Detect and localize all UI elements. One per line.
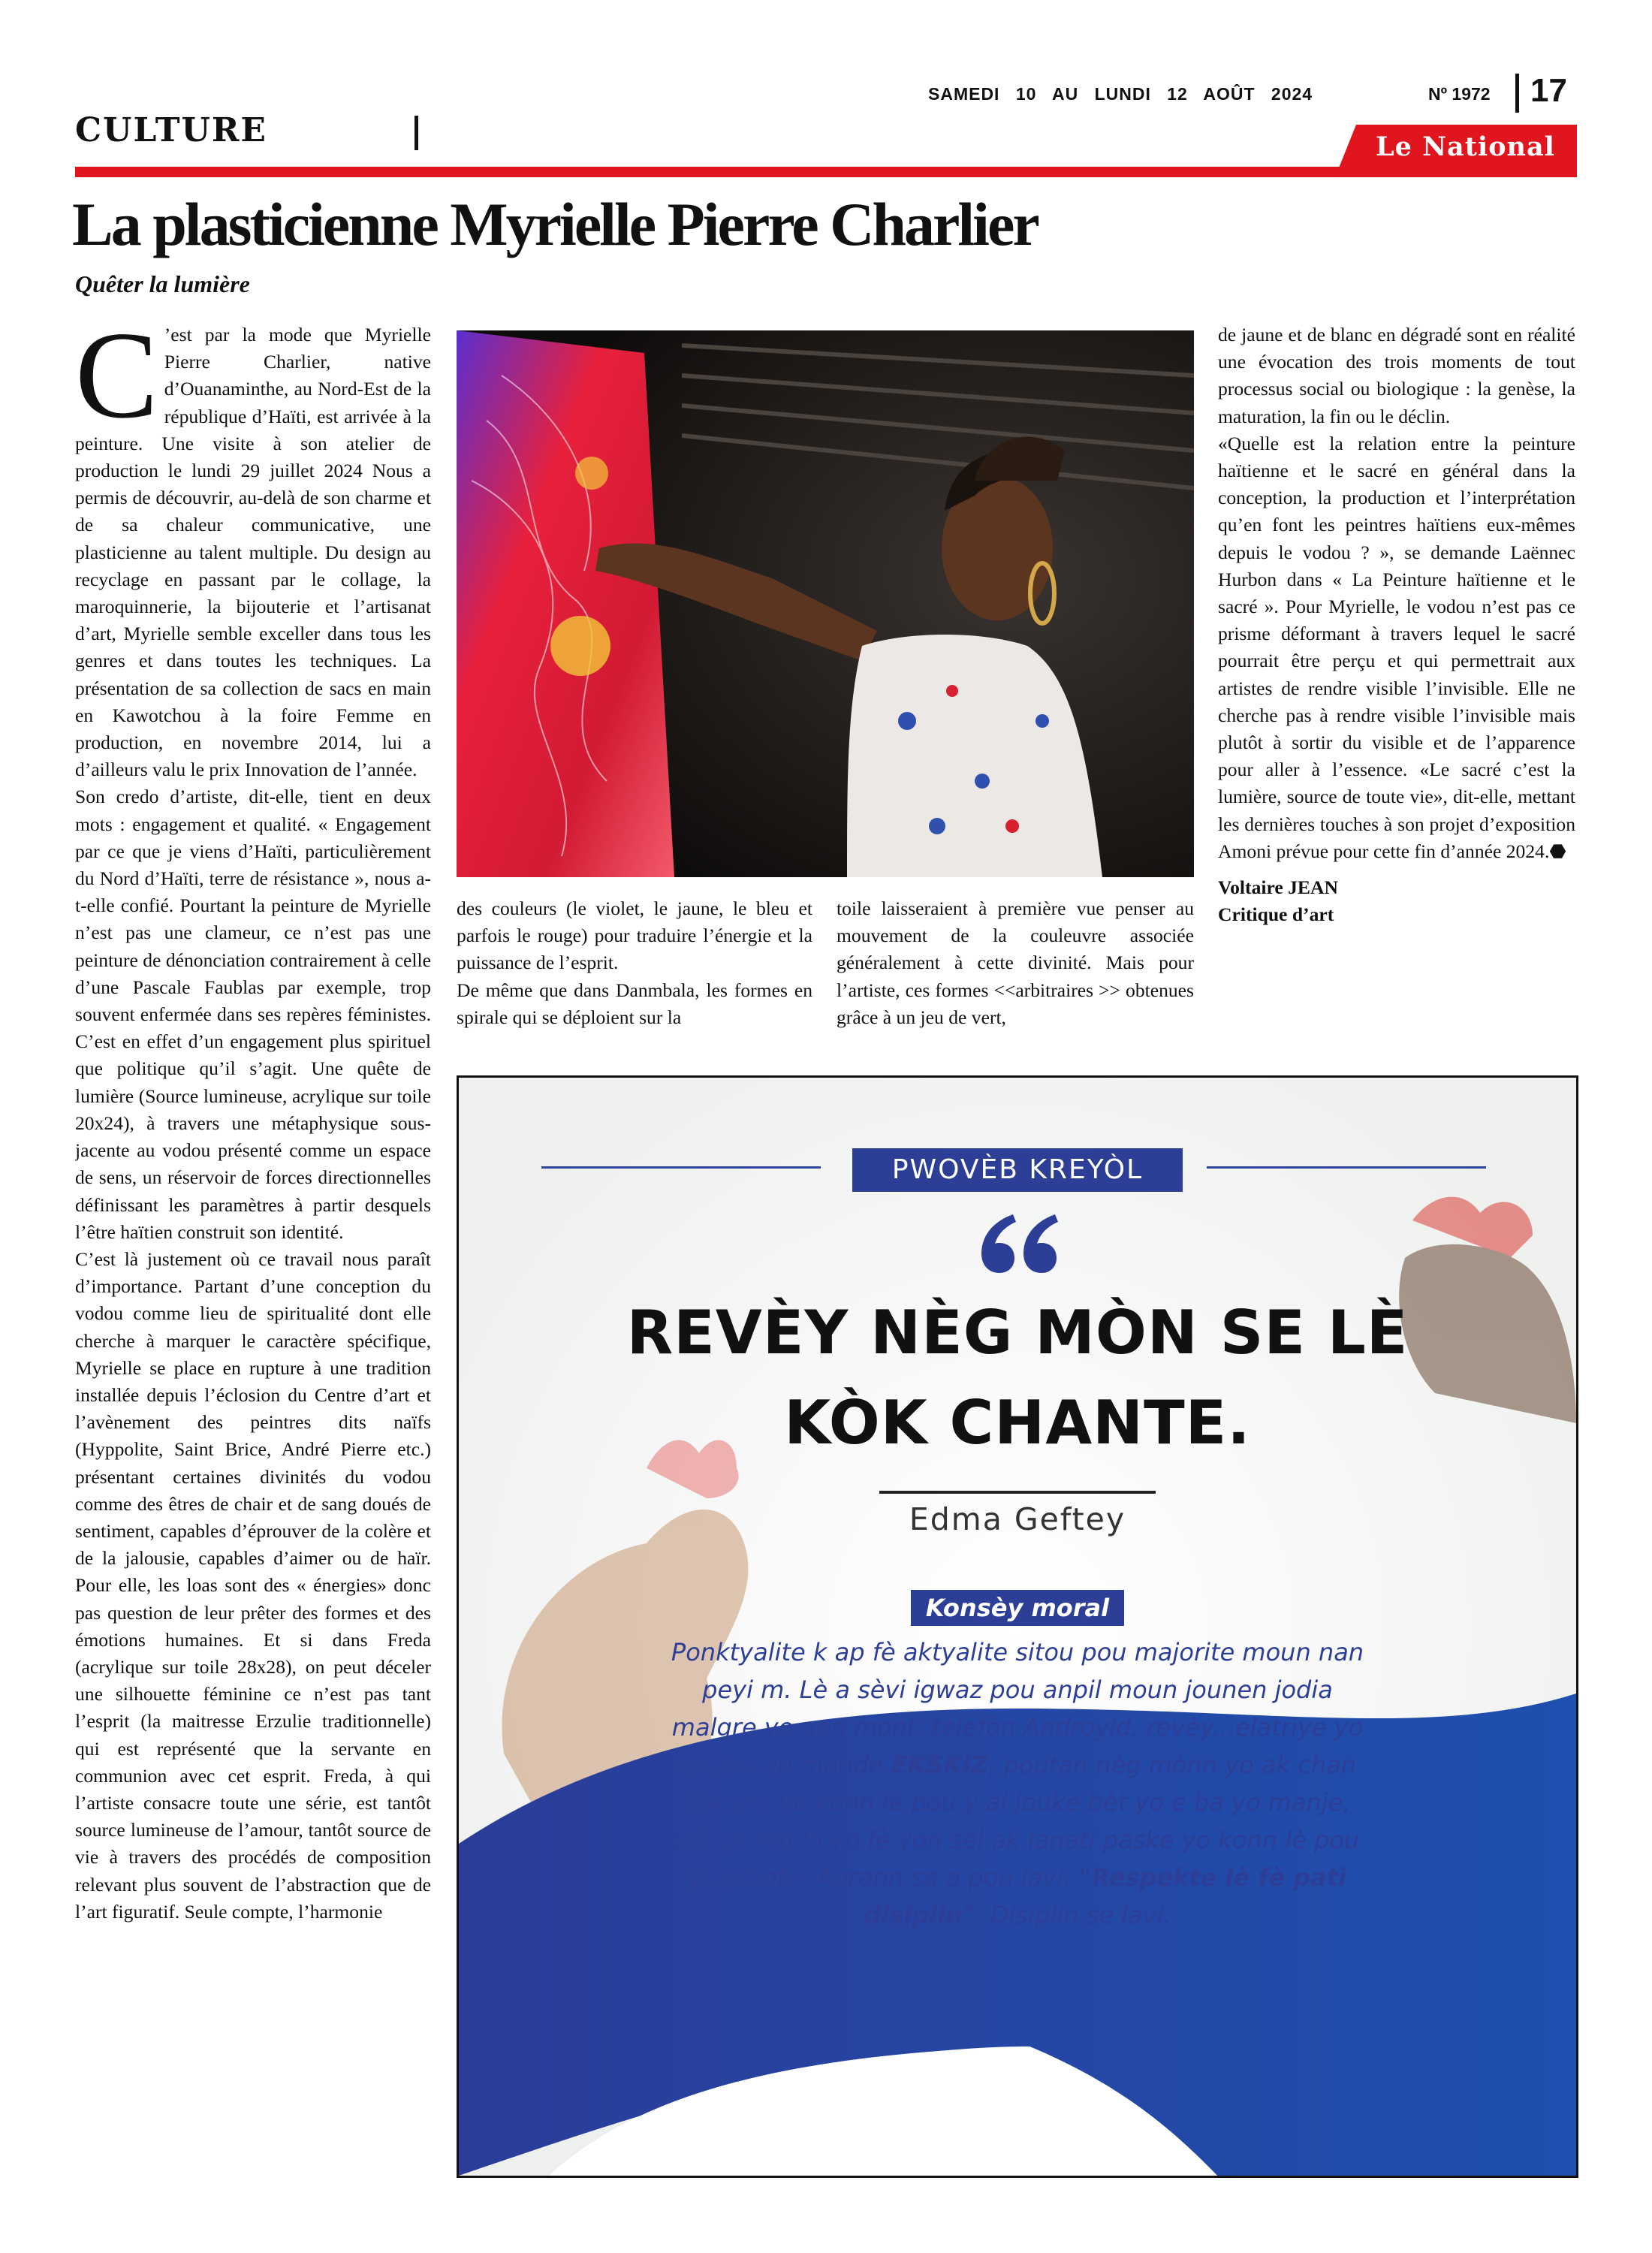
col2-paragraph-1: des couleurs (le violet, le jaune, le bleu et parfois le rouge) pour traduire l’énergie et la puissance de l’esprit. <box>457 897 812 974</box>
article-paragraph-2: Son credo d’artiste, dit-elle, tient en deux mots : engagement et qualité. « Engagement par ce que je viens d’Haïti, particulièrement du Nord d’Haïti, terre de résistance », nous a-t-elle confié. Pourtant la peinture de Myrielle n’est pas une clameur, ce n’est pas une peinture de dénonciation contrairement à celle d’une Pascale Faublas par exemple, trop souvent enfermée dans ses repères féministes. C’est en effet d’un engagement plus spirituel que politique qu’il s’agit. Une quête de lumière (Source lumineuse, acrylique sur toile 20x24), à travers une métaphysique sous-jacente au vodou présenté comme un espace de sens, un réservoir de forces directionnelles définissant les paramètres à partir desquels l’être haïtien construit son identité. <box>75 786 431 1243</box>
moral-advice-tag: Konsèy moral <box>911 1590 1124 1626</box>
brand-name: Le National <box>1376 131 1555 162</box>
article-paragraph-3: C’est là justement où ce travail nous paraît d’importance. Partant d’une conception du vodou comme lieu de spiritualité dont elle cherche à marquer le caractère spécifique, Myrielle se place en rupture à une tradition installée depuis l’éclosion du Centre d’art et l’avènement des peintres dits naïfs (Hyppolite, Saint Brice, André Pierre etc.) présentant certaines divinités du vodou comme des êtres de chair et de sang doués de sentiment, capables d’éprouver de la colère et de la jalousie, capables d’aimer ou de haïr. Pour elle, les loas sont des « énergies» donc pas question de leur prêter des formes et des émotions humaines. Et si dans Freda (acrylique sur toile 28x28), on peut déceler une silhouette féminine ce n’est pas tant l’esprit (la maitresse Erzulie traditionnelle) qui est représenté que la servante en communion avec cet esprit. Freda, à qui l’artiste consacre toute une série, est tantôt source lumineuse de l’amour, tantôt source de vie à travers des procédés de composition relevant plus souvent de l’abstraction que de l’art figuratif. Seule compte, l’harmonie <box>75 1247 431 1923</box>
quote-rule <box>879 1491 1156 1494</box>
section-label: CULTURE <box>75 111 267 149</box>
proverb-author: Edma Geftey <box>909 1501 1126 1537</box>
author-role: Critique d’art <box>1218 903 1334 926</box>
advice-text-3: . Disiplin se lavi. <box>975 1901 1171 1929</box>
ad-header-rule-right <box>1207 1166 1486 1169</box>
artist-photo <box>457 330 1194 877</box>
section-divider <box>415 116 418 150</box>
proverb-quote: REVÈY NÈG MÒN SE LÈ KÒK CHANTE. <box>626 1298 1409 1458</box>
advice-bold-1: EKSKIZ <box>891 1751 989 1779</box>
moral-advice-text <box>662 1633 1373 1934</box>
drop-cap: C <box>75 321 158 444</box>
article-column-2 <box>457 895 812 1031</box>
quote-mark-icon <box>977 1207 1060 1274</box>
article-column-1 <box>75 321 431 2169</box>
article-column-4 <box>1218 321 1575 928</box>
article-title: La plasticienne Myrielle Pierre Charlier <box>72 190 1038 258</box>
page-number: 17 <box>1530 72 1567 109</box>
article-subtitle: Quêter la lumière <box>75 270 250 297</box>
article-column-3 <box>837 895 1194 1031</box>
advice-text-2: , poutan nèg mònn yo ak chan kòk yo, yo konn lè pou y al jouke bèt yo e ba yo manje, sak pi rèd la yo fè yon sèl ak lanati paske yo konn lè pou yo plante. Aprann sa a pou lavi: <box>675 1751 1360 1892</box>
advice-text-1: Ponktyalite k ap fè aktyalite sitou pou majorite moun nan peyi m. Lè a sèvi igwaz pou anpil moun jounen jodia malgre yo gen mont, telefòn Androyid, revèy...elatriye yo toujou ap mande <box>671 1638 1364 1779</box>
col2-paragraph-2: De même que dans Danmbala, les formes en spirale qui se déploient sur la <box>457 979 812 1028</box>
date-line: SAMEDI 10 AU LUNDI 12 AOÛT 2024 <box>928 84 1313 104</box>
paragraph-1-text: ’est par la mode que Myrielle Pierre Charlier, native d’Ouanaminthe, au Nord-Est de la république d’Haïti, est arrivée à la peinture. Une visite à son atelier de production le lundi 29 juillet 2024 Nous a permis de découvrir, au-delà de son charme et de sa chaleur communicative, une plasticienne au talent multiple. Du design au recyclage en passant par le collage, la maroquinnerie, la bijouterie et l’artisanat d’art, Myrielle semble exceller dans tous les genres et dans toutes les techniques. La présentation de sa collection de sacs en main en Kawotchou à la foire Femme en production, en novembre 2014, lui a d’ailleurs valu le prix Innovation de l’année. <box>75 324 431 781</box>
ad-header: PWOVÈB KREYÒL <box>852 1148 1183 1192</box>
issue-number: Nº 1972 <box>1428 84 1491 104</box>
advice-bold-2: "Respekte lè fè pati disiplin" <box>864 1863 1346 1929</box>
proverb-ad-box <box>457 1075 1578 2178</box>
col3-paragraph-1: toile laisseraient à première vue penser au mouvement de la couleuvre associée généralement à cette divinité. Mais pour l’artiste, ces formes <<arbitraires >> obtenues grâce à un jeu de vert, <box>837 897 1194 1028</box>
article-paragraph-1 <box>75 321 431 783</box>
ad-header-rule-left <box>541 1166 821 1169</box>
author-name: Voltaire JEAN <box>1218 876 1338 899</box>
col4-paragraph-1: de jaune et de blanc en dégradé sont en réalité une évocation des trois moments de tout processus social ou biologique : la genèse, la maturation, la fin ou le déclin. <box>1218 324 1575 427</box>
col4-paragraph-2: «Quelle est la relation entre la peinture haïtienne et le sacré en général dans la conception, la production et l’interprétation qu’en font les peintres haïtiens eux-mêmes depuis le vodou ? », se demande Laënnec Hurbon dans « La Peinture haïtienne et le sacré ». Pour Myrielle, le vodou n’est pas ce prisme déformant à travers lequel le sacré pourrait être perçu et qui permettrait aux artistes de rendre visible l’invisible. Elle ne cherche pas à rendre visible l’invisible mais plutôt à sortir du visible et de l’apparence pour aller à l’essence. «Le sacré c’est la lumière, source de toute vie», dit-elle, mettant les dernières touches à son projet d’exposition Amoni prévue pour cette fin d’année 2024.⬣ <box>1218 432 1575 862</box>
page-number-divider <box>1515 74 1519 113</box>
